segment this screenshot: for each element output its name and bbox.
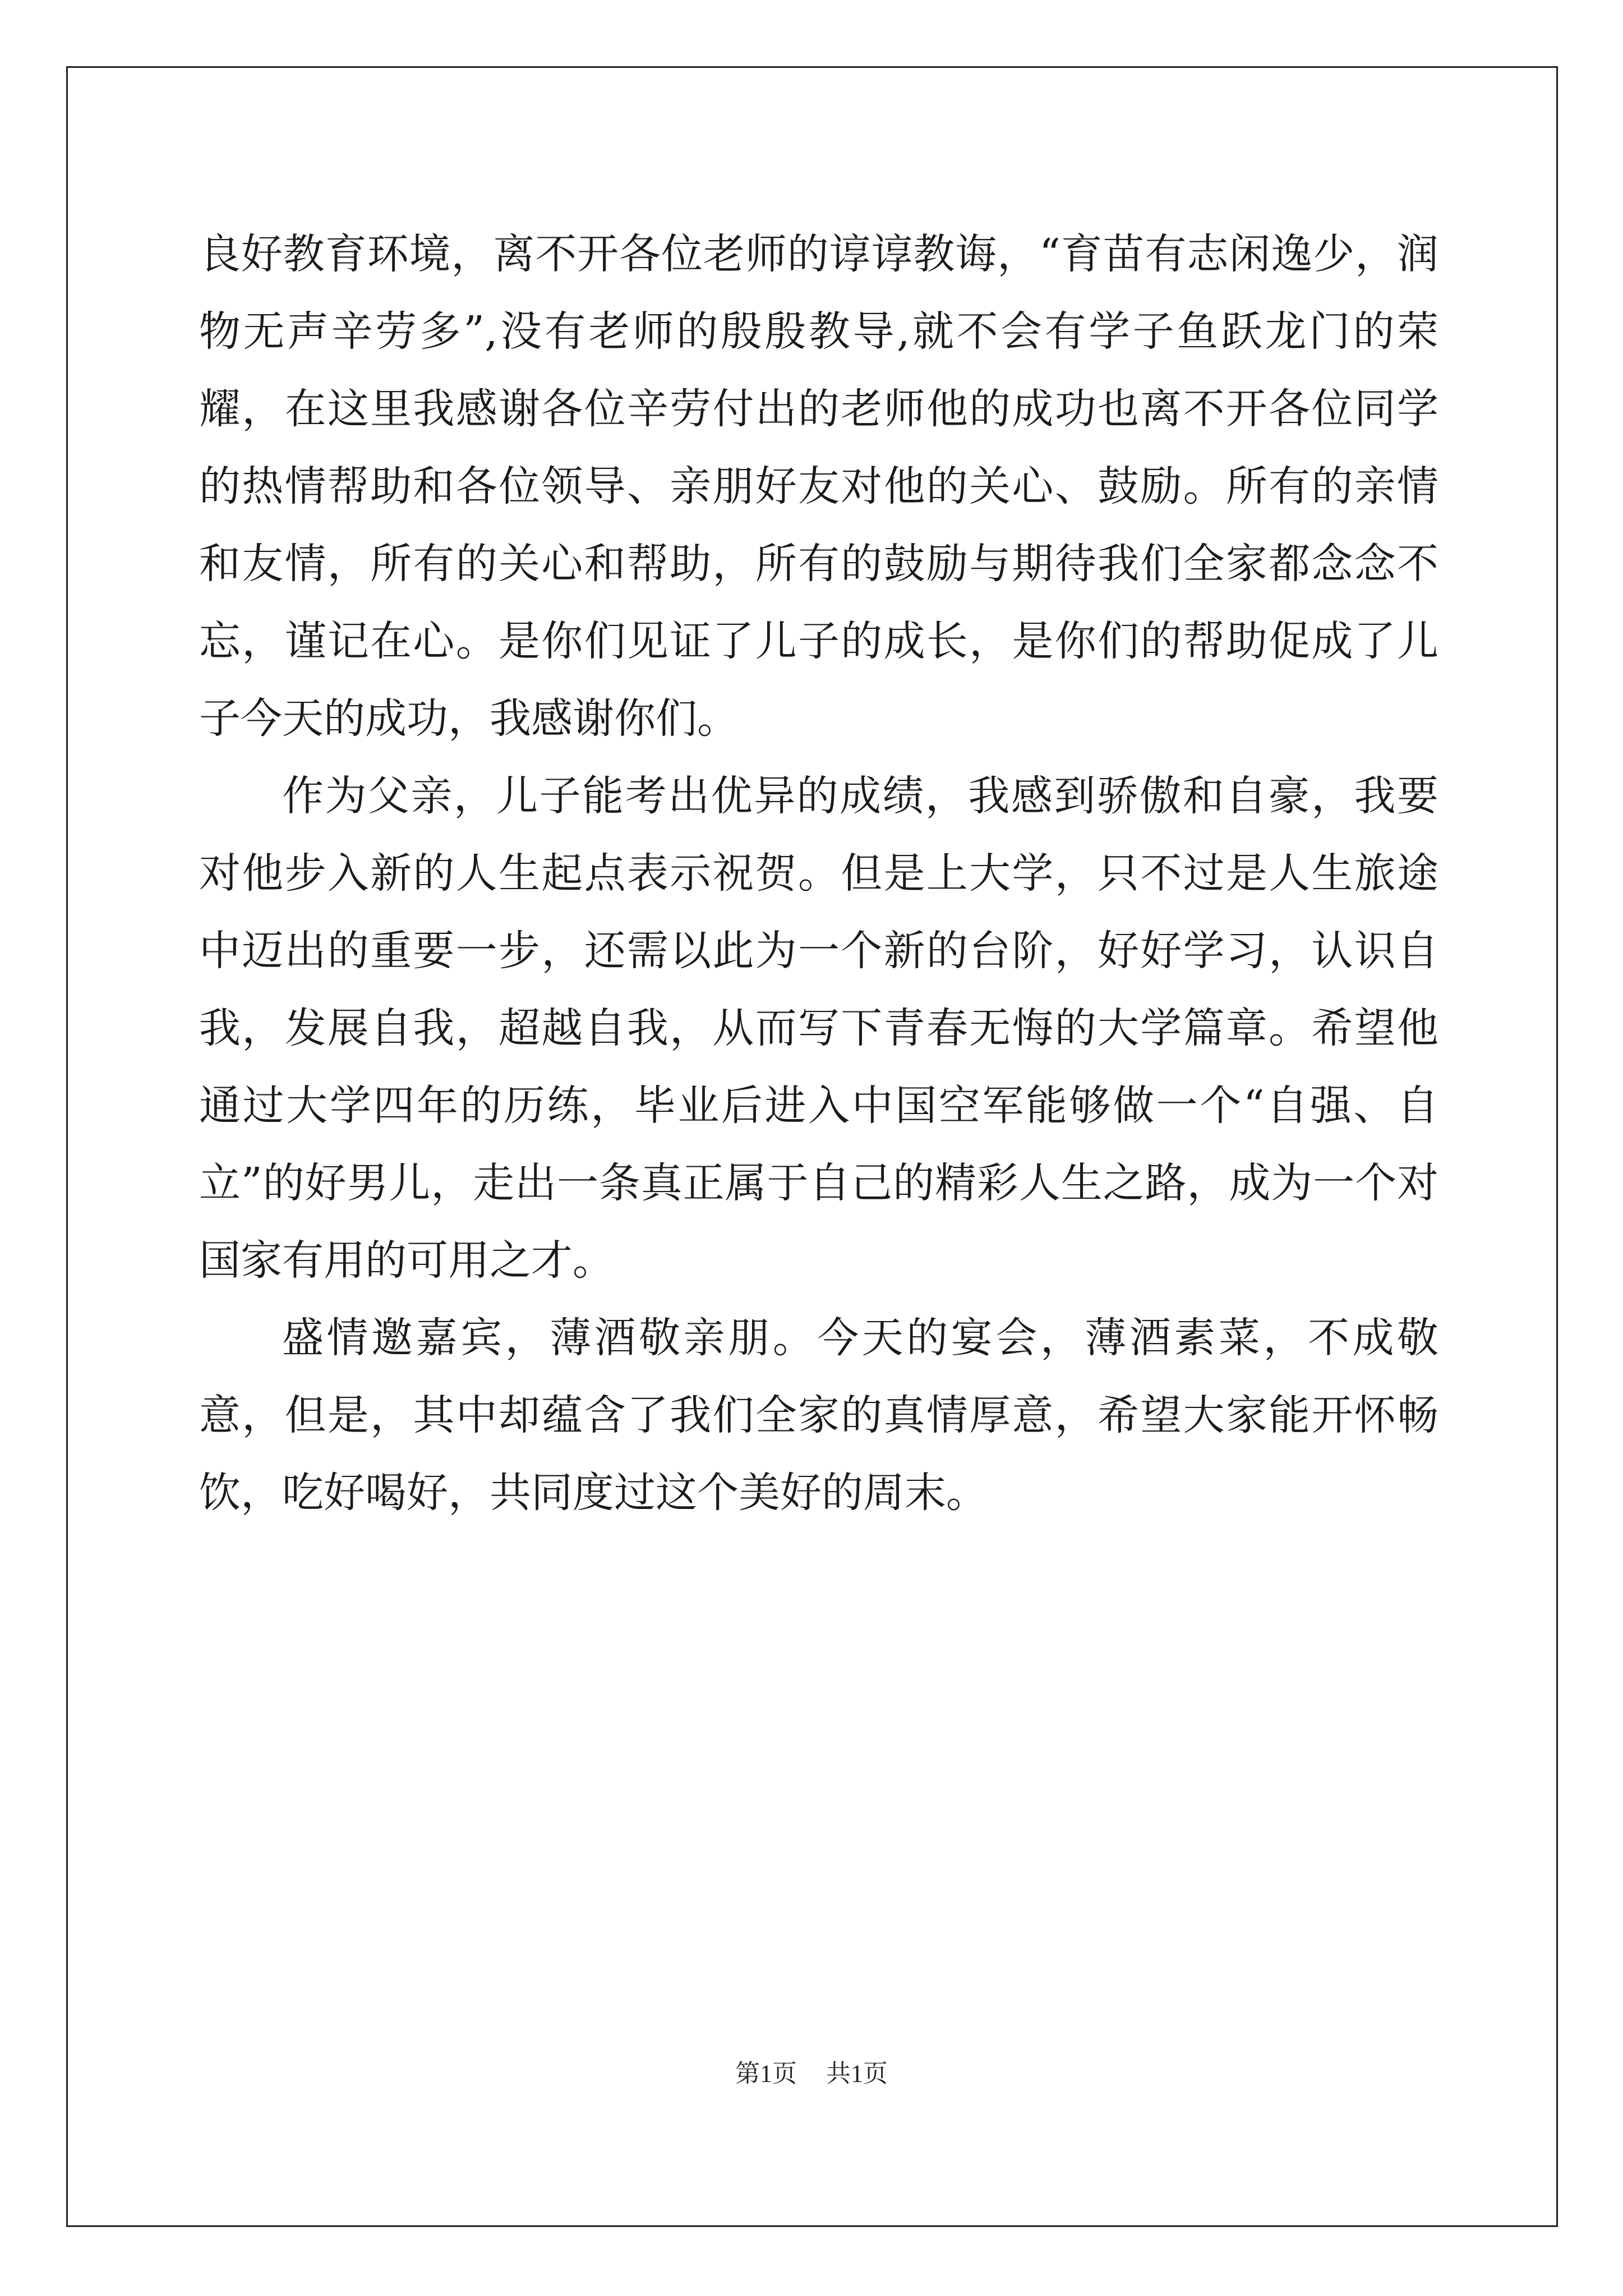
paragraph-1: 良好教育环境，离不开各位老师的谆谆教诲，“育苗有志闲逸少，润物无声辛劳多”,没有老师的殷殷教导,就不会有学子鱼跃龙门的荣耀，在这里我感谢各位辛劳付出的老师他的成功也离不开各位同学的热情帮助和各位领导、亲朋好友对他的关心、鼓励。所有的亲情和友情，所有的关心和帮助，所有的鼓励与期待我们全家都念念不忘，谨记在心。是你们见证了儿子的成长，是你们的帮助促成了儿子今天的成功，我感谢你们。 [199, 230, 1438, 743]
page-footer [0, 2053, 1623, 2089]
page-total: 共1页 [826, 2060, 888, 2087]
paragraph-2: 作为父亲，儿子能考出优异的成绩，我感到骄傲和自豪，我要对他步入新的人生起点表示祝贺。但是上大学，只不过是人生旅途中迈出的重要一步，还需以此为一个新的台阶，好好学习，认识自我，发展自我，超越自我，从而写下青春无悔的大学篇章。希望他通过大学四年的历练，毕业后进入中国空军能够做一个“自强、自立”的好男儿，走出一条真正属于自己的精彩人生之路，成为一个对国家有用的可用之才。 [199, 772, 1438, 1285]
paragraph-3: 盛情邀嘉宾，薄酒敬亲朋。今天的宴会，薄酒素菜，不成敬意，但是，其中却蕴含了我们全家的真情厚意，希望大家能开怀畅饮，吃好喝好，共同度过这个美好的周末。 [199, 1314, 1438, 1517]
page-number: 第1页 [735, 2060, 797, 2087]
document-body [199, 215, 1438, 1531]
